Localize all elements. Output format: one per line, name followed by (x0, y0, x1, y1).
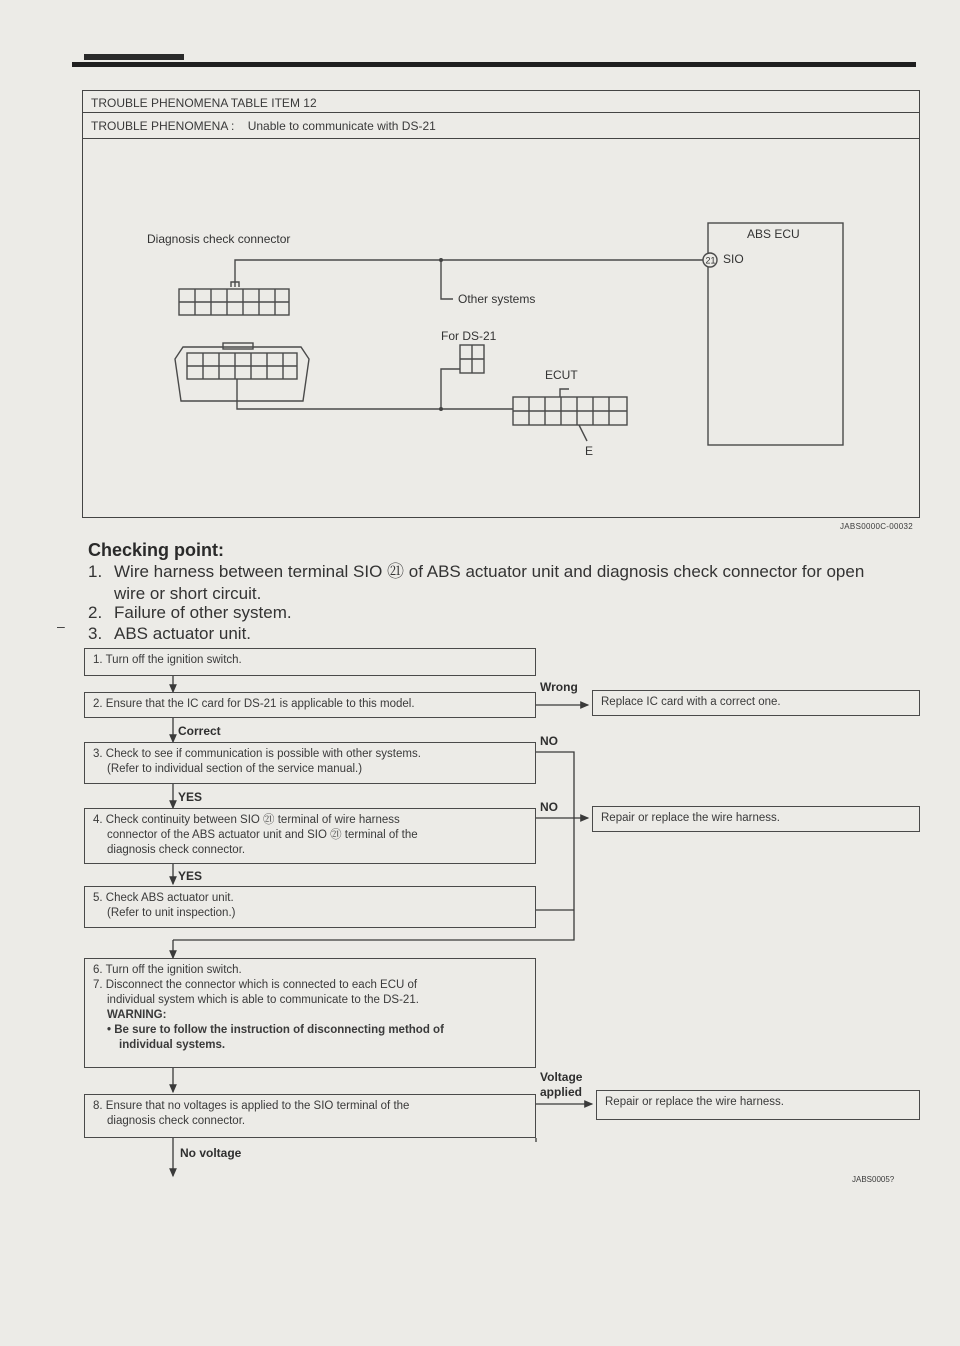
phenomena-label: TROUBLE PHENOMENA : (91, 119, 235, 133)
for-ds21-label: For DS-21 (441, 329, 497, 343)
step-6-7-box (84, 958, 536, 1068)
step-5-box (84, 886, 536, 928)
step-3-line1: 3. Check to see if communication is possible with other systems. (93, 748, 421, 760)
no-label-1: NO (540, 734, 558, 748)
abs-ecu-label: ABS ECU (747, 227, 800, 241)
step-4-line1: 4. Check continuity between SIO ㉑ terminal of wire harness (93, 814, 400, 826)
ecut-label: ECUT (545, 368, 578, 382)
phenomena-value: Unable to communicate with DS-21 (247, 119, 436, 133)
step-8-line1: 8. Ensure that no voltages is applied to the SIO terminal of the (93, 1100, 410, 1112)
warning-bullet: • Be sure to follow the instruction of disconnecting method of (107, 1024, 444, 1036)
yes-label-1: YES (178, 790, 203, 804)
no-label-2: NO (540, 800, 558, 814)
checking-item-2: 2. Failure of other system. (88, 603, 292, 622)
step-3-line2: (Refer to individual section of the service manual.) (107, 763, 363, 775)
e-label: E (585, 444, 594, 458)
step-4-box (84, 808, 536, 864)
step-6-line1: 6. Turn off the ignition switch. (93, 964, 242, 976)
replace-ic-box (592, 690, 920, 716)
warning-bullet-cont: individual systems. (119, 1039, 226, 1051)
header-stub (84, 54, 184, 60)
step-8-box (84, 1094, 536, 1138)
figure-code-2: JABS0005? (852, 1175, 895, 1184)
trouble-panel (82, 90, 920, 518)
step-5-line2: (Refer to unit inspection.) (107, 907, 236, 919)
checking-item-1: 1. Wire harness between terminal SIO ㉑ of ABS actuator unit and diagnosis check connector for open (88, 562, 865, 581)
step-4-line2: connector of the ABS actuator unit and SIO ㉑ terminal of the (107, 829, 418, 841)
figure-code-1: JABS0000C-00032 (840, 522, 913, 531)
step-7-line1: 7. Disconnect the connector which is connected to each ECU of (93, 979, 418, 991)
diag-connector-label: Diagnosis check connector (147, 232, 291, 246)
step-1-box (84, 648, 536, 676)
margin-dash: – (57, 618, 65, 634)
phenomena-row (83, 113, 919, 139)
step-4-line3: diagnosis check connector. (107, 844, 246, 856)
step-1-text: 1. Turn off the ignition switch. (93, 654, 242, 666)
warning-label: WARNING: (107, 1009, 167, 1021)
other-systems-label: Other systems (458, 292, 536, 306)
step-5-line1: 5. Check ABS actuator unit. (93, 892, 234, 904)
step-8-line2: diagnosis check connector. (107, 1115, 246, 1127)
yes-label-2: YES (178, 869, 203, 883)
checking-item-1-cont: wire or short circuit. (114, 584, 262, 603)
checking-title: Checking point: (88, 540, 224, 560)
replace-ic-text: Replace IC card with a correct one. (601, 696, 781, 708)
voltage-label: Voltage (540, 1070, 583, 1084)
wrong-label: Wrong (540, 680, 578, 694)
checking-item-3: 3. ABS actuator unit. (88, 624, 252, 643)
step-2-box (84, 692, 536, 718)
step-2-text: 2. Ensure that the IC card for DS-21 is applicable to this model. (93, 698, 415, 710)
correct-label: Correct (178, 724, 221, 738)
repair-box-1 (592, 806, 920, 832)
table-item-title: TROUBLE PHENOMENA TABLE ITEM 12 (83, 91, 919, 113)
repair-text-2: Repair or replace the wire harness. (605, 1096, 784, 1108)
header-rule (72, 62, 916, 67)
step-7-line2: individual system which is able to communicate to the DS-21. (107, 994, 419, 1006)
step-3-box (84, 742, 536, 784)
repair-text-1: Repair or replace the wire harness. (601, 812, 780, 824)
no-voltage-label: No voltage (180, 1146, 242, 1160)
terminal-21-label: 21 (705, 255, 716, 266)
wiring-diagram (83, 139, 919, 517)
applied-label: applied (540, 1085, 583, 1099)
sio-label: SIO (723, 252, 744, 266)
repair-box-2 (596, 1090, 920, 1120)
